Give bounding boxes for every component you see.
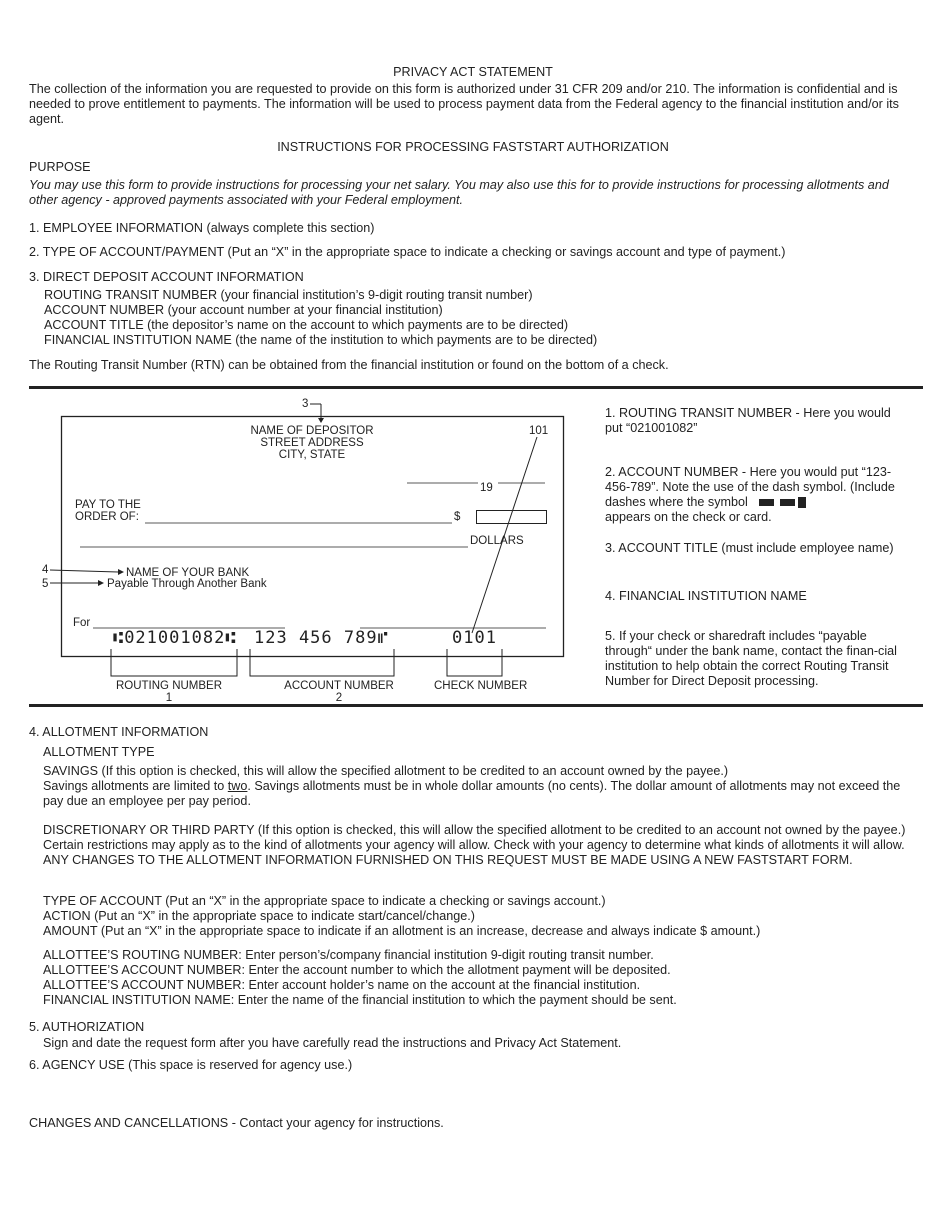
allotment-type-line: ACTION (Put an “X” in the appropriate space to indicate start/cancel/change.) [43, 909, 475, 923]
note-institution-name: 4. FINANCIAL INSTITUTION NAME [605, 589, 807, 603]
check-year: 19 [480, 482, 493, 494]
check-pay-to: PAY TO THE [75, 499, 141, 511]
note-routing: 1. ROUTING TRANSIT NUMBER - Here you would put “021001082” [605, 406, 891, 435]
check-payable-through: Payable Through Another Bank [107, 578, 267, 590]
check-for-label: For [73, 617, 91, 629]
allottee-lines [43, 948, 677, 1008]
purpose-body: You may use this form to provide instructions for processing your net salary. You may also use this for to provide instructions for processing allotments and other agency - approved payments associated with your Federal employment. [29, 178, 889, 207]
allottee-line: ALLOTTEE’S ACCOUNT NUMBER: Enter the account number to which the allotment payment will be deposited. [43, 963, 671, 977]
savings-post: . Savings allotments must be in whole dollar amounts (no cents). The dollar amount of allotments may not exceed the pay due an employee per pay period. [43, 779, 901, 808]
allotment-discretionary: DISCRETIONARY OR THIRD PARTY (If this option is checked, this will allow the specified allotment to be credited to an account not owned by the payee.) Certain restrictions may apply as to the kind of allotments your agency will allow. Check with your agency to determine what kinds of allotments it will allow. ANY CHANGES TO THE ALLOTMENT INFORMATION FURNISHED ON THIS REQUEST MUST BE MADE USING A NEW FASTSTART FORM. [43, 823, 906, 867]
dash-symbol-icon [751, 497, 803, 507]
allotment-savings-line: SAVINGS (If this option is checked, this will allow the specified allotment to be credited to an account owned by the payee.) [43, 764, 729, 778]
direct-deposit-line: ROUTING TRANSIT NUMBER (your financial institution’s 9-digit routing transit number) [44, 288, 533, 302]
label-routing-index: 1 [165, 692, 173, 704]
check-depositor-block [232, 425, 392, 461]
item-allotment-heading: 4. ALLOTMENT INFORMATION [29, 725, 209, 739]
savings-two: two [227, 779, 248, 793]
allotment-type-line: AMOUNT (Put an “X” in the appropriate space to indicate if an allotment is an increase, decrease and always indicate $ amount.) [43, 924, 761, 938]
label-account-number [269, 680, 409, 704]
direct-deposit-line: FINANCIAL INSTITUTION NAME (the name of the institution to which payments are to be directed) [44, 333, 598, 347]
check-depositor-city: CITY, STATE [278, 449, 346, 461]
check-order-of: ORDER OF: [75, 511, 139, 523]
micr-routing-number: ⑆021001082⑆ [113, 628, 237, 648]
allotment-type-heading: ALLOTMENT TYPE [43, 745, 155, 759]
item-account-type: 2. TYPE OF ACCOUNT/PAYMENT (Put an “X” in the appropriate space to indicate a checking or savings account and type of payment.) [29, 245, 786, 259]
note-account-title: 3. ACCOUNT TITLE (must include employee name) [605, 541, 894, 555]
allottee-line: ALLOTTEE’S ACCOUNT NUMBER: Enter account holder’s name on the account at the financial institution. [43, 978, 641, 992]
check-number-top: 101 [529, 425, 549, 437]
savings-pre: Savings allotments are limited to [43, 779, 228, 793]
check-depositor-name: NAME OF DEPOSITOR [250, 425, 374, 437]
allotment-type-lines [43, 894, 760, 939]
micr-account-number: 123 456 789⑈ [254, 628, 389, 648]
check-dollars-label: DOLLARS [470, 535, 524, 547]
note-account-text: 2. ACCOUNT NUMBER - Here you would put “123-456-789”. Note the use of the dash symbol. (Include dashes where the symbol [605, 465, 895, 509]
item-direct-deposit-heading: 3. DIRECT DEPOSIT ACCOUNT INFORMATION [29, 270, 304, 284]
section-divider-bottom [29, 704, 923, 707]
direct-deposit-lines [44, 288, 597, 348]
allotment-savings-detail [43, 779, 913, 809]
label-routing-text: ROUTING NUMBER [115, 680, 223, 692]
label-check-number: CHECK NUMBER [434, 680, 528, 692]
privacy-title: PRIVACY ACT STATEMENT [393, 65, 553, 79]
purpose-heading: PURPOSE [29, 160, 91, 174]
privacy-body: The collection of the information you are requested to provide on this form is authorized under 31 CFR 209 and/or 210. The information is confidential and is needed to prove entitlement to payments. The information will be used to process payment data from the Federal agency to the financial institution and/or its agent. [29, 82, 899, 126]
note-account [605, 465, 905, 525]
instructions-title: INSTRUCTIONS FOR PROCESSING FASTSTART AUTHORIZATION [277, 140, 669, 154]
item-authorization-heading: 5. AUTHORIZATION [29, 1020, 145, 1034]
item-employee-info: 1. EMPLOYEE INFORMATION (always complete this section) [29, 221, 375, 235]
check-dollar-sign: $ [454, 511, 461, 523]
allottee-line: ALLOTTEE’S ROUTING NUMBER: Enter person’s/company financial institution 9-digit routing transit number. [43, 948, 654, 962]
label-account-text: ACCOUNT NUMBER [284, 680, 394, 692]
allotment-type-line: TYPE OF ACCOUNT (Put an “X” in the appropriate space to indicate a checking or savings account.) [43, 894, 606, 908]
label-account-index: 2 [335, 692, 343, 704]
check-depositor-street: STREET ADDRESS [260, 437, 364, 449]
check-bank-name: NAME OF YOUR BANK [126, 567, 250, 579]
changes-cancellations: CHANGES AND CANCELLATIONS - Contact your agency for instructions. [29, 1116, 444, 1130]
check-marker-5: 5 [42, 578, 49, 590]
note-account-tail: appears on the check or card. [605, 510, 772, 524]
label-routing-number [99, 680, 239, 704]
authorization-body: Sign and date the request form after you have carefully read the instructions and Privacy Act Statement. [43, 1036, 622, 1050]
section-divider-top [29, 386, 923, 389]
direct-deposit-line: ACCOUNT NUMBER (your account number at your financial institution) [44, 303, 443, 317]
micr-check-number: 0101 [452, 628, 497, 648]
rtn-note: The Routing Transit Number (RTN) can be obtained from the financial institution or found on the bottom of a check. [29, 358, 669, 372]
check-marker-3: 3 [302, 398, 309, 410]
allottee-line: FINANCIAL INSTITUTION NAME: Enter the name of the financial institution to which the payment should be sent. [43, 993, 677, 1007]
item-agency-use: 6. AGENCY USE (This space is reserved for agency use.) [29, 1058, 353, 1072]
note-payable-through: 5. If your check or sharedraft includes “payable through“ under the bank name, contact the finan-cial institution to help obtain the correct Routing Transit Number for Direct Deposit processing. [605, 629, 897, 688]
direct-deposit-line: ACCOUNT TITLE (the depositor’s name on the account to which payments are to be directed) [44, 318, 569, 332]
check-marker-4: 4 [42, 564, 49, 576]
